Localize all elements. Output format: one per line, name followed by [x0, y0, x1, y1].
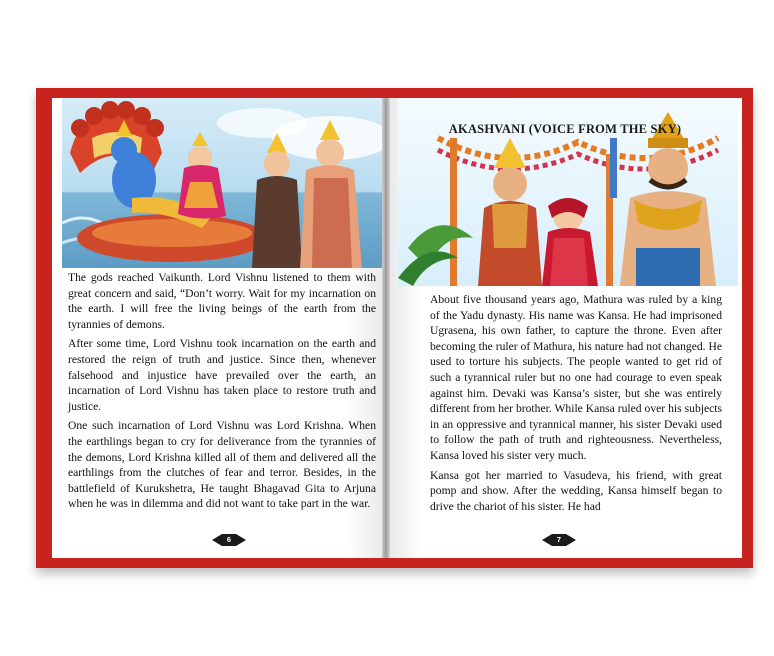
right-paragraph: About five thousand years ago, Mathura was ruled by a king of the Yadu dynasty. His name was Kansa. He had imprisoned Ugrasena, his own father, to capture the throne. Even after becoming the ruler of Mathura, his nature had not changed. He used to torture his subjects. The people wanted to get rid of such a tyrannical ruler but no one had courage to even speak against him. Devaki was Kansa’s sister, but she was entirely different from her brother. While Kansa ruled over his subjects in an oppressive and tyrannical manner, his sister Devaki used to follow the path of truth and righteousness. Nevertheless, Kansa loved his sister very much. [430, 293, 722, 462]
left-page-number-text: 6 [226, 535, 232, 544]
vishnu-illustration [62, 98, 382, 268]
right-paragraph: Kansa got her married to Vasudeva, his friend, with great pomp and show. After the wedding, Kansa himself began to drive the chariot of his sister. He had [430, 468, 722, 513]
left-paragraph: One such incarnation of Lord Vishnu was Lord Krishna. When the earthlings began to cry for deliverance from the tyrannies of the demons, Lord Krishna killed all of them and delivered all the earthlings from the clutches of fear and terror. Besides, in the battlefield of Kurukshetra, He taught Bhagavad Gita to Arjuna when he was in dilemma and did not want to take part in the war. [68, 419, 376, 511]
right-page-number-text: 7 [556, 535, 562, 544]
right-page [386, 98, 742, 558]
left-page [52, 98, 386, 558]
book-gutter [382, 98, 390, 558]
left-paragraph: The gods reached Vaikunth. Lord Vishnu listened to them with great concern and said, “Don’t worry. Wait for my incarnation on the earth. I will free the living beings of the earth from the tyrannies of demons. [68, 271, 376, 331]
story-title: AKASHVANI (VOICE FROM THE SKY) [448, 122, 682, 136]
left-paragraph: After some time, Lord Vishnu took incarnation on the earth and restored the reign of truth and justice. Since then, whenever falsehood and injustice have prevailed over the earth, an incarnation of Lord Vishnu has taken place to restore truth and justice. [68, 337, 376, 413]
left-page-number [212, 534, 246, 546]
left-page-text [68, 270, 376, 516]
right-page-text [430, 292, 722, 518]
right-page-number [542, 534, 576, 546]
